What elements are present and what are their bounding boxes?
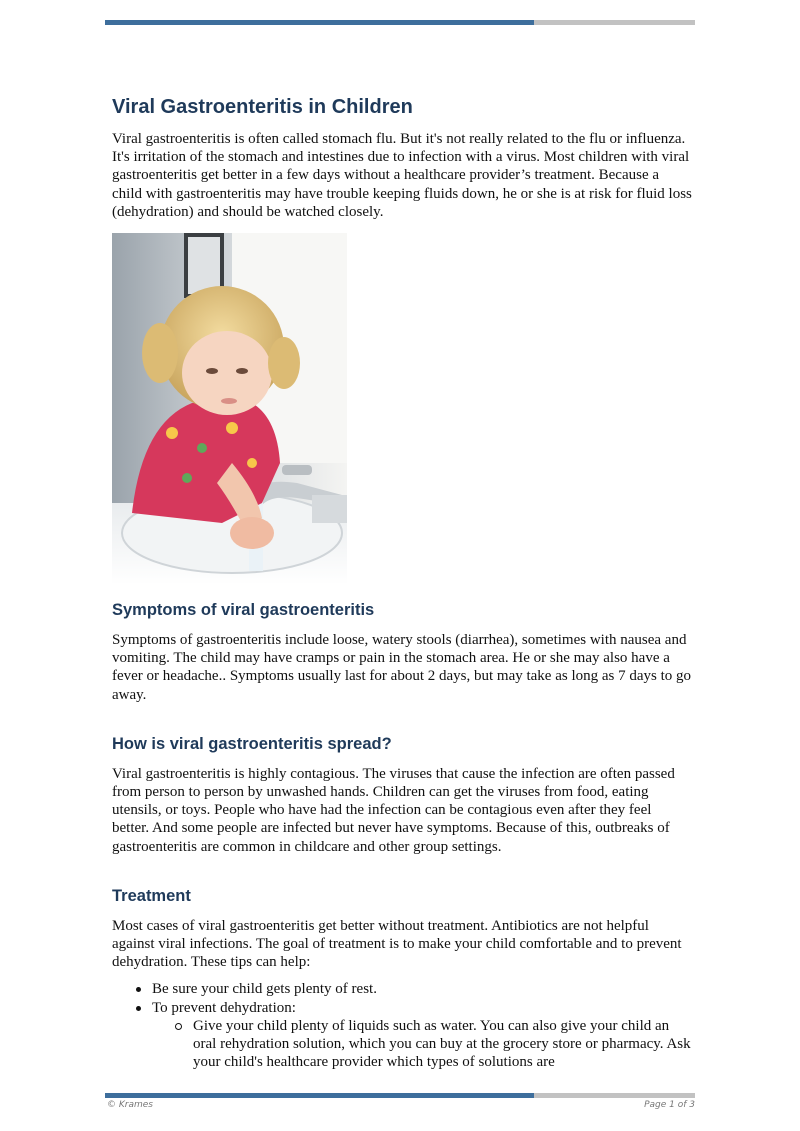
child-washing-hands-photo	[112, 233, 347, 585]
section-heading: Symptoms of viral gastroenteritis	[112, 601, 375, 620]
list-item: Be sure your child gets plenty of rest.	[112, 980, 692, 998]
section-body: Viral gastroenteritis is highly contagious. The viruses that cause the infection are often passed from person to person by unwashed hands. Children can get the viruses from food, eating utensils, or toys. People who have had the infection can be contagious even after they feel better. And some people are infected but never have symptoms. Because of this, outbreaks of gastroenteritis are common in childcare and other group settings.	[112, 765, 675, 855]
list-item	[112, 999, 692, 1072]
section-body: Most cases of viral gastroenteritis get better without treatment. Antibiotics are not helpful against viral infections. The goal of treatment is to make your child comfortable and to prevent dehydration. These tips can help:	[112, 917, 682, 971]
bottom-rule-gray	[534, 1093, 695, 1098]
section-treatment	[112, 885, 692, 1072]
section-symptoms	[112, 599, 692, 704]
page-number: Page 1 of 3	[644, 1100, 695, 1110]
top-rule-blue	[105, 20, 534, 25]
section-heading: Treatment	[112, 886, 191, 905]
intro-paragraph: Viral gastroenteritis is often called stomach flu. But it's not really related to the flu or influenza. It's irritation of the stomach and intestines due to infection with a virus. Most children with viral gastroenteritis get better in a few days without a healthcare provider’s treatment. Because a child with gastroenteritis may have trouble keeping fluids down, he or she is at risk for fluid loss (dehydration) and should be watched closely.	[112, 131, 692, 220]
section-spread	[112, 733, 692, 856]
list-item-label: To prevent dehydration:	[152, 999, 296, 1016]
section-heading: How is viral gastroenteritis spread?	[112, 734, 392, 753]
top-rule-gray	[534, 20, 695, 25]
document-body	[112, 94, 692, 1071]
dehydration-sublist	[152, 1017, 692, 1072]
bottom-rule-blue	[105, 1093, 534, 1098]
page-title: Viral Gastroenteritis in Children	[112, 96, 413, 118]
sub-list-item: Give your child plenty of liquids such as water. You can also give your child an oral rehydration solution, which you can buy at the grocery store or pharmacy. Ask your child's healthcare provider which types of solutions are	[152, 1017, 692, 1072]
treatment-list	[112, 980, 692, 1071]
copyright-text: © Krames	[107, 1100, 153, 1110]
top-rule	[105, 20, 695, 25]
bottom-rule	[105, 1093, 695, 1098]
section-body: Symptoms of gastroenteritis include loose, watery stools (diarrhea), sometimes with nausea and vomiting. The child may have cramps or pain in the stomach area. He or she may also have a fever or headache.. Symptoms usually last for about 2 days, but may take as long as 7 days to go away.	[112, 632, 692, 703]
